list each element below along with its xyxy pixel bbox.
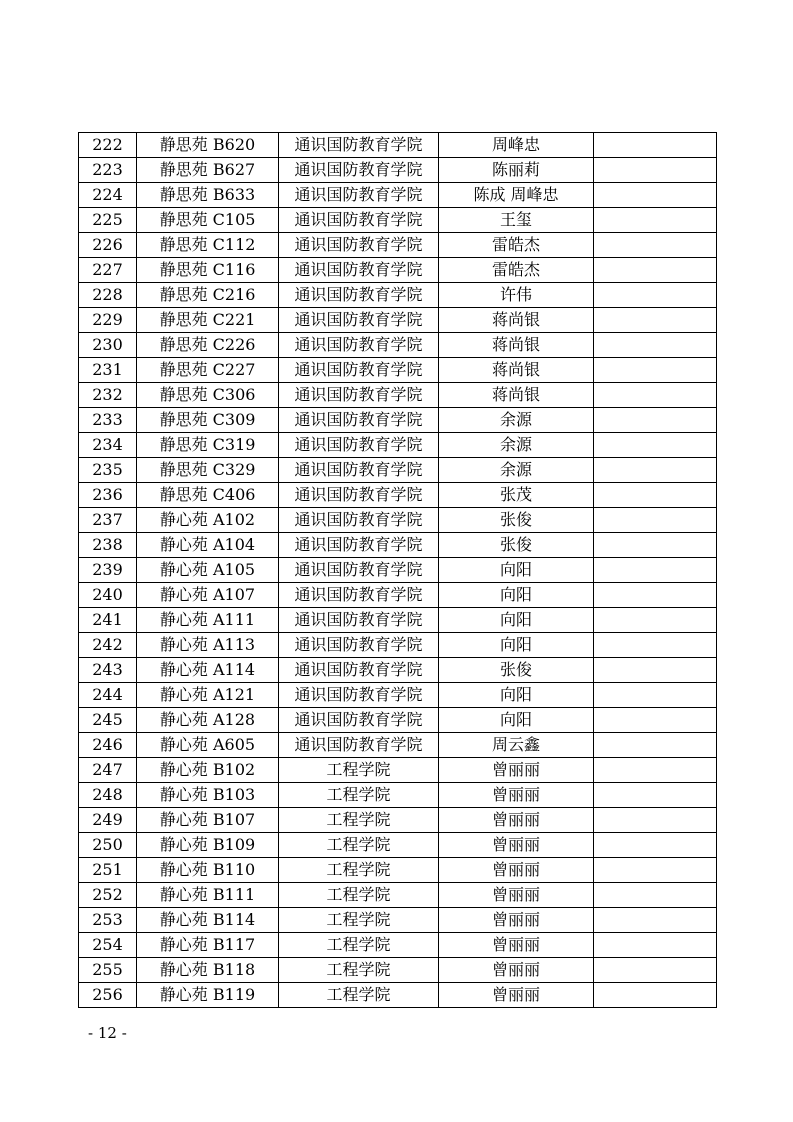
person-cell: 张茂	[439, 483, 594, 508]
person-cell: 曾丽丽	[439, 883, 594, 908]
row-number-cell: 237	[79, 508, 137, 533]
person-cell: 王玺	[439, 208, 594, 233]
college-cell: 工程学院	[279, 758, 439, 783]
college-cell: 工程学院	[279, 783, 439, 808]
table-row	[79, 233, 717, 258]
college-cell: 通识国防教育学院	[279, 708, 439, 733]
row-number-cell: 222	[79, 133, 137, 158]
row-number-cell: 246	[79, 733, 137, 758]
person-cell: 曾丽丽	[439, 933, 594, 958]
note-cell	[594, 933, 717, 958]
table-row	[79, 258, 717, 283]
person-cell: 曾丽丽	[439, 758, 594, 783]
row-number-cell: 236	[79, 483, 137, 508]
room-cell: 静思苑 C116	[137, 258, 279, 283]
note-cell	[594, 458, 717, 483]
person-cell: 雷皓杰	[439, 233, 594, 258]
table-row	[79, 283, 717, 308]
note-cell	[594, 708, 717, 733]
person-cell: 余源	[439, 433, 594, 458]
room-cell: 静心苑 B107	[137, 808, 279, 833]
table-row	[79, 383, 717, 408]
person-cell: 向阳	[439, 633, 594, 658]
person-cell: 曾丽丽	[439, 833, 594, 858]
table-row	[79, 683, 717, 708]
table-row	[79, 608, 717, 633]
note-cell	[594, 408, 717, 433]
row-number-cell: 231	[79, 358, 137, 383]
table-row	[79, 158, 717, 183]
college-cell: 通识国防教育学院	[279, 608, 439, 633]
room-cell: 静思苑 C105	[137, 208, 279, 233]
table-row	[79, 308, 717, 333]
person-cell: 向阳	[439, 608, 594, 633]
room-cell: 静心苑 A605	[137, 733, 279, 758]
note-cell	[594, 558, 717, 583]
note-cell	[594, 833, 717, 858]
room-cell: 静思苑 B633	[137, 183, 279, 208]
note-cell	[594, 358, 717, 383]
row-number-cell: 230	[79, 333, 137, 358]
table-row	[79, 583, 717, 608]
table-row	[79, 933, 717, 958]
college-cell: 工程学院	[279, 808, 439, 833]
room-cell: 静心苑 A121	[137, 683, 279, 708]
person-cell: 蒋尚银	[439, 383, 594, 408]
note-cell	[594, 633, 717, 658]
college-cell: 工程学院	[279, 883, 439, 908]
note-cell	[594, 183, 717, 208]
college-cell: 通识国防教育学院	[279, 508, 439, 533]
room-cell: 静思苑 C319	[137, 433, 279, 458]
college-cell: 通识国防教育学院	[279, 183, 439, 208]
note-cell	[594, 783, 717, 808]
row-number-cell: 225	[79, 208, 137, 233]
row-number-cell: 226	[79, 233, 137, 258]
room-cell: 静心苑 B119	[137, 983, 279, 1008]
table-row	[79, 558, 717, 583]
person-cell: 曾丽丽	[439, 983, 594, 1008]
table-row	[79, 408, 717, 433]
row-number-cell: 238	[79, 533, 137, 558]
room-cell: 静思苑 C221	[137, 308, 279, 333]
row-number-cell: 228	[79, 283, 137, 308]
college-cell: 通识国防教育学院	[279, 233, 439, 258]
person-cell: 陈丽莉	[439, 158, 594, 183]
college-cell: 通识国防教育学院	[279, 558, 439, 583]
person-cell: 曾丽丽	[439, 783, 594, 808]
person-cell: 蒋尚银	[439, 308, 594, 333]
college-cell: 工程学院	[279, 933, 439, 958]
table-row	[79, 833, 717, 858]
person-cell: 张俊	[439, 508, 594, 533]
person-cell: 张俊	[439, 533, 594, 558]
row-number-cell: 253	[79, 908, 137, 933]
person-cell: 蒋尚银	[439, 333, 594, 358]
table-row	[79, 733, 717, 758]
room-cell: 静心苑 B111	[137, 883, 279, 908]
row-number-cell: 240	[79, 583, 137, 608]
note-cell	[594, 983, 717, 1008]
table-row	[79, 808, 717, 833]
room-cell: 静心苑 B109	[137, 833, 279, 858]
college-cell: 通识国防教育学院	[279, 533, 439, 558]
college-cell: 工程学院	[279, 908, 439, 933]
table-row	[79, 758, 717, 783]
row-number-cell: 250	[79, 833, 137, 858]
table-row	[79, 183, 717, 208]
room-cell: 静思苑 C112	[137, 233, 279, 258]
room-cell: 静思苑 C306	[137, 383, 279, 408]
college-cell: 通识国防教育学院	[279, 683, 439, 708]
college-cell: 工程学院	[279, 858, 439, 883]
note-cell	[594, 258, 717, 283]
college-cell: 工程学院	[279, 983, 439, 1008]
person-cell: 张俊	[439, 658, 594, 683]
row-number-cell: 234	[79, 433, 137, 458]
note-cell	[594, 208, 717, 233]
room-cell: 静心苑 A107	[137, 583, 279, 608]
note-cell	[594, 433, 717, 458]
table-row	[79, 883, 717, 908]
room-cell: 静心苑 A102	[137, 508, 279, 533]
row-number-cell: 245	[79, 708, 137, 733]
row-number-cell: 254	[79, 933, 137, 958]
row-number-cell: 256	[79, 983, 137, 1008]
table-row	[79, 958, 717, 983]
person-cell: 蒋尚银	[439, 358, 594, 383]
row-number-cell: 239	[79, 558, 137, 583]
person-cell: 周峰忠	[439, 133, 594, 158]
row-number-cell: 255	[79, 958, 137, 983]
college-cell: 通识国防教育学院	[279, 733, 439, 758]
row-number-cell: 232	[79, 383, 137, 408]
room-cell: 静心苑 B117	[137, 933, 279, 958]
room-cell: 静心苑 A113	[137, 633, 279, 658]
row-number-cell: 247	[79, 758, 137, 783]
college-cell: 通识国防教育学院	[279, 408, 439, 433]
college-cell: 通识国防教育学院	[279, 633, 439, 658]
row-number-cell: 227	[79, 258, 137, 283]
note-cell	[594, 533, 717, 558]
college-cell: 通识国防教育学院	[279, 283, 439, 308]
person-cell: 许伟	[439, 283, 594, 308]
room-cell: 静心苑 A128	[137, 708, 279, 733]
note-cell	[594, 658, 717, 683]
college-cell: 通识国防教育学院	[279, 158, 439, 183]
row-number-cell: 248	[79, 783, 137, 808]
room-cell: 静思苑 B620	[137, 133, 279, 158]
page-number: - 12 -	[88, 1024, 127, 1042]
table-row	[79, 508, 717, 533]
college-cell: 通识国防教育学院	[279, 258, 439, 283]
note-cell	[594, 233, 717, 258]
college-cell: 通识国防教育学院	[279, 458, 439, 483]
person-cell: 曾丽丽	[439, 958, 594, 983]
row-number-cell: 252	[79, 883, 137, 908]
room-cell: 静思苑 C329	[137, 458, 279, 483]
note-cell	[594, 583, 717, 608]
person-cell: 余源	[439, 408, 594, 433]
note-cell	[594, 733, 717, 758]
row-number-cell: 243	[79, 658, 137, 683]
row-number-cell: 224	[79, 183, 137, 208]
note-cell	[594, 308, 717, 333]
college-cell: 通识国防教育学院	[279, 483, 439, 508]
table-row	[79, 708, 717, 733]
person-cell: 余源	[439, 458, 594, 483]
note-cell	[594, 283, 717, 308]
table-row	[79, 658, 717, 683]
room-cell: 静心苑 B114	[137, 908, 279, 933]
note-cell	[594, 958, 717, 983]
note-cell	[594, 158, 717, 183]
college-cell: 通识国防教育学院	[279, 133, 439, 158]
college-cell: 通识国防教育学院	[279, 383, 439, 408]
table-row	[79, 858, 717, 883]
table-row	[79, 208, 717, 233]
college-cell: 通识国防教育学院	[279, 433, 439, 458]
college-cell: 通识国防教育学院	[279, 658, 439, 683]
note-cell	[594, 508, 717, 533]
college-cell: 通识国防教育学院	[279, 308, 439, 333]
college-cell: 工程学院	[279, 958, 439, 983]
college-cell: 通识国防教育学院	[279, 208, 439, 233]
row-number-cell: 223	[79, 158, 137, 183]
room-cell: 静心苑 A104	[137, 533, 279, 558]
table-row	[79, 783, 717, 808]
table-row	[79, 633, 717, 658]
note-cell	[594, 333, 717, 358]
room-cell: 静心苑 A111	[137, 608, 279, 633]
person-cell: 曾丽丽	[439, 858, 594, 883]
row-number-cell: 233	[79, 408, 137, 433]
room-cell: 静心苑 A105	[137, 558, 279, 583]
room-cell: 静心苑 A114	[137, 658, 279, 683]
note-cell	[594, 483, 717, 508]
person-cell: 曾丽丽	[439, 908, 594, 933]
college-cell: 通识国防教育学院	[279, 333, 439, 358]
note-cell	[594, 133, 717, 158]
person-cell: 周云鑫	[439, 733, 594, 758]
table-row	[79, 983, 717, 1008]
room-cell: 静思苑 B627	[137, 158, 279, 183]
person-cell: 雷皓杰	[439, 258, 594, 283]
college-cell: 通识国防教育学院	[279, 583, 439, 608]
row-number-cell: 235	[79, 458, 137, 483]
table-body	[79, 133, 717, 1008]
dormitory-table	[78, 132, 717, 1008]
row-number-cell: 242	[79, 633, 137, 658]
room-cell: 静心苑 B110	[137, 858, 279, 883]
note-cell	[594, 808, 717, 833]
table-row	[79, 133, 717, 158]
person-cell: 向阳	[439, 708, 594, 733]
row-number-cell: 229	[79, 308, 137, 333]
person-cell: 曾丽丽	[439, 808, 594, 833]
person-cell: 向阳	[439, 583, 594, 608]
note-cell	[594, 683, 717, 708]
table-row	[79, 433, 717, 458]
table-row	[79, 533, 717, 558]
room-cell: 静思苑 C226	[137, 333, 279, 358]
room-cell: 静思苑 C216	[137, 283, 279, 308]
person-cell: 向阳	[439, 558, 594, 583]
college-cell: 通识国防教育学院	[279, 358, 439, 383]
table-row	[79, 458, 717, 483]
room-cell: 静心苑 B102	[137, 758, 279, 783]
note-cell	[594, 858, 717, 883]
row-number-cell: 251	[79, 858, 137, 883]
room-cell: 静心苑 B118	[137, 958, 279, 983]
row-number-cell: 244	[79, 683, 137, 708]
note-cell	[594, 383, 717, 408]
room-cell: 静思苑 C227	[137, 358, 279, 383]
person-cell: 陈成 周峰忠	[439, 183, 594, 208]
note-cell	[594, 608, 717, 633]
room-cell: 静心苑 B103	[137, 783, 279, 808]
table-row	[79, 483, 717, 508]
note-cell	[594, 758, 717, 783]
note-cell	[594, 908, 717, 933]
table-row	[79, 333, 717, 358]
row-number-cell: 241	[79, 608, 137, 633]
row-number-cell: 249	[79, 808, 137, 833]
note-cell	[594, 883, 717, 908]
room-cell: 静思苑 C406	[137, 483, 279, 508]
table-row	[79, 908, 717, 933]
room-cell: 静思苑 C309	[137, 408, 279, 433]
person-cell: 向阳	[439, 683, 594, 708]
college-cell: 工程学院	[279, 833, 439, 858]
table-row	[79, 358, 717, 383]
